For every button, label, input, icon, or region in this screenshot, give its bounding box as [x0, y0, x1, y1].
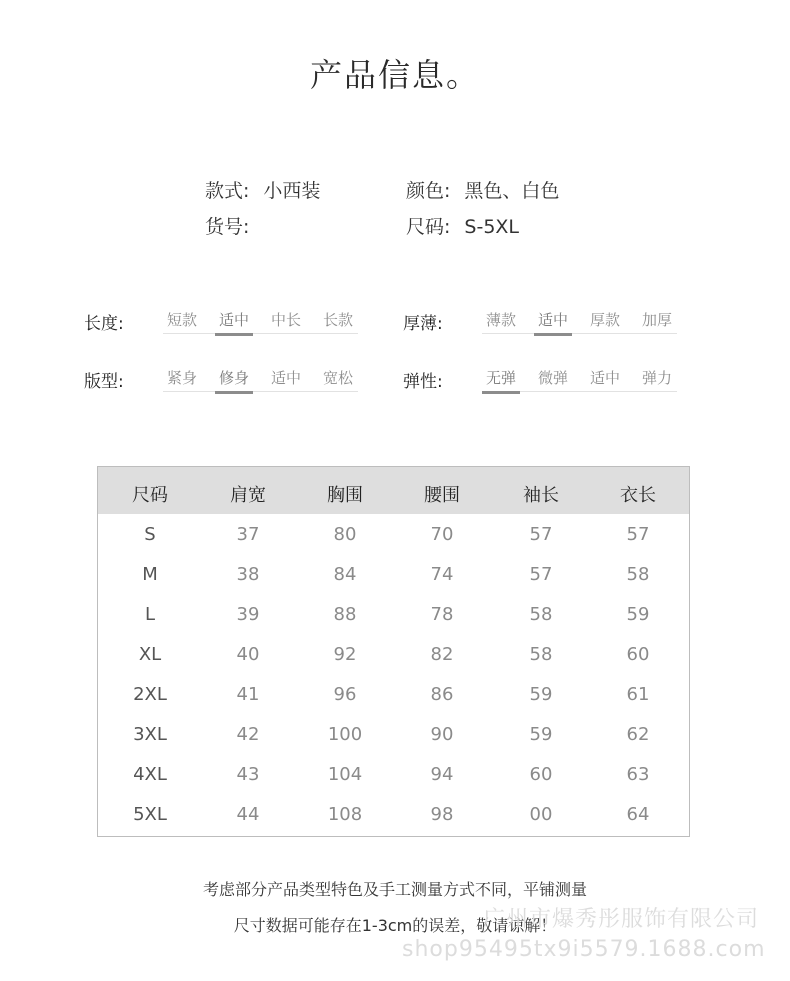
info-color [406, 176, 559, 203]
cell-size: 3XL [133, 724, 167, 745]
cell-sleeve: 58 [529, 644, 553, 665]
size-range-label: 尺码: [406, 216, 451, 238]
thickness-label: 厚薄: [403, 314, 443, 334]
thickness-option-thick: 厚款 [589, 311, 620, 329]
cell-waist: 98 [430, 804, 454, 825]
cell-shoulder: 38 [236, 564, 260, 585]
cell-shoulder: 39 [236, 604, 260, 625]
cell-length: 61 [626, 684, 650, 705]
fit-label: 版型: [84, 372, 124, 392]
fit-divider [163, 391, 358, 392]
elasticity-option-slight: 微弹 [537, 369, 568, 387]
length-divider [163, 333, 358, 334]
cell-chest: 88 [333, 604, 357, 625]
cell-waist: 74 [430, 564, 454, 585]
fit-option-tight: 紧身 [166, 369, 197, 387]
color-value: 黑色、白色 [464, 180, 560, 202]
cell-chest: 108 [327, 804, 363, 825]
size-table [97, 466, 690, 837]
cell-shoulder: 44 [236, 804, 260, 825]
cell-size: S [144, 524, 156, 545]
info-size-range [406, 212, 519, 239]
cell-length: 60 [626, 644, 650, 665]
watermark-company: 广州市爆秀彤服饰有限公司 [483, 907, 760, 932]
cell-sleeve: 58 [529, 604, 553, 625]
cell-size: XL [138, 644, 162, 665]
header-length: 衣长 [620, 485, 656, 506]
info-style [205, 176, 320, 203]
elasticity-option-stretch: 弹力 [641, 369, 672, 387]
cell-chest: 104 [327, 764, 363, 785]
color-label: 颜色: [406, 180, 451, 202]
length-option-medium: 适中 [215, 309, 253, 336]
fit-option-regular: 适中 [270, 369, 301, 387]
cell-sleeve: 00 [529, 804, 553, 825]
cell-sleeve: 57 [529, 564, 553, 585]
note-line-1: 考虑部分产品类型特色及手工测量方式不同，平铺测量 [202, 880, 587, 899]
cell-size: L [144, 604, 156, 625]
cell-sleeve: 59 [529, 724, 553, 745]
header-chest: 胸围 [327, 485, 363, 506]
cell-size: 4XL [133, 764, 167, 785]
info-item-number [205, 212, 263, 239]
cell-length: 59 [626, 604, 650, 625]
length-option-long: 长款 [322, 311, 353, 329]
elasticity-label: 弹性: [403, 372, 443, 392]
header-waist: 腰围 [424, 485, 460, 506]
length-option-mid-long: 中长 [270, 311, 301, 329]
cell-size: M [142, 564, 158, 585]
cell-sleeve: 59 [529, 684, 553, 705]
style-value: 小西装 [263, 180, 321, 202]
thickness-option-thin: 薄款 [485, 311, 516, 329]
watermark-url: shop95495tx9i5579.1688.com [402, 937, 766, 962]
cell-size: 5XL [133, 804, 167, 825]
cell-length: 58 [626, 564, 650, 585]
cell-waist: 90 [430, 724, 454, 745]
cell-size: 2XL [133, 684, 167, 705]
cell-waist: 86 [430, 684, 454, 705]
cell-chest: 96 [333, 684, 357, 705]
header-shoulder: 肩宽 [230, 485, 266, 506]
length-label: 长度: [84, 314, 124, 334]
style-label: 款式: [205, 180, 250, 202]
fit-option-slim: 修身 [215, 367, 253, 394]
cell-waist: 70 [430, 524, 454, 545]
elasticity-option-medium: 适中 [589, 369, 620, 387]
cell-length: 64 [626, 804, 650, 825]
cell-shoulder: 43 [236, 764, 260, 785]
cell-length: 57 [626, 524, 650, 545]
cell-length: 63 [626, 764, 650, 785]
length-option-short: 短款 [166, 311, 197, 329]
cell-chest: 100 [327, 724, 363, 745]
size-table-header [98, 467, 689, 514]
cell-chest: 80 [333, 524, 357, 545]
cell-shoulder: 42 [236, 724, 260, 745]
cell-shoulder: 40 [236, 644, 260, 665]
header-size: 尺码 [132, 485, 168, 506]
header-sleeve: 袖长 [523, 485, 559, 506]
cell-waist: 78 [430, 604, 454, 625]
elasticity-option-none: 无弹 [482, 367, 520, 394]
page-title: 产品信息。 [309, 56, 480, 94]
cell-sleeve: 57 [529, 524, 553, 545]
cell-shoulder: 41 [236, 684, 260, 705]
cell-length: 62 [626, 724, 650, 745]
cell-waist: 82 [430, 644, 454, 665]
cell-shoulder: 37 [236, 524, 260, 545]
fit-option-loose: 宽松 [322, 369, 353, 387]
item-number-label: 货号: [205, 216, 250, 238]
note-line-2: 尺寸数据可能存在1-3cm的误差，敬请谅解！ [233, 916, 557, 935]
thickness-option-medium: 适中 [534, 309, 572, 336]
cell-waist: 94 [430, 764, 454, 785]
cell-chest: 84 [333, 564, 357, 585]
size-range-value: S-5XL [464, 216, 520, 238]
thickness-option-extra-thick: 加厚 [641, 311, 672, 329]
cell-chest: 92 [333, 644, 357, 665]
thickness-divider [482, 333, 677, 334]
cell-sleeve: 60 [529, 764, 553, 785]
